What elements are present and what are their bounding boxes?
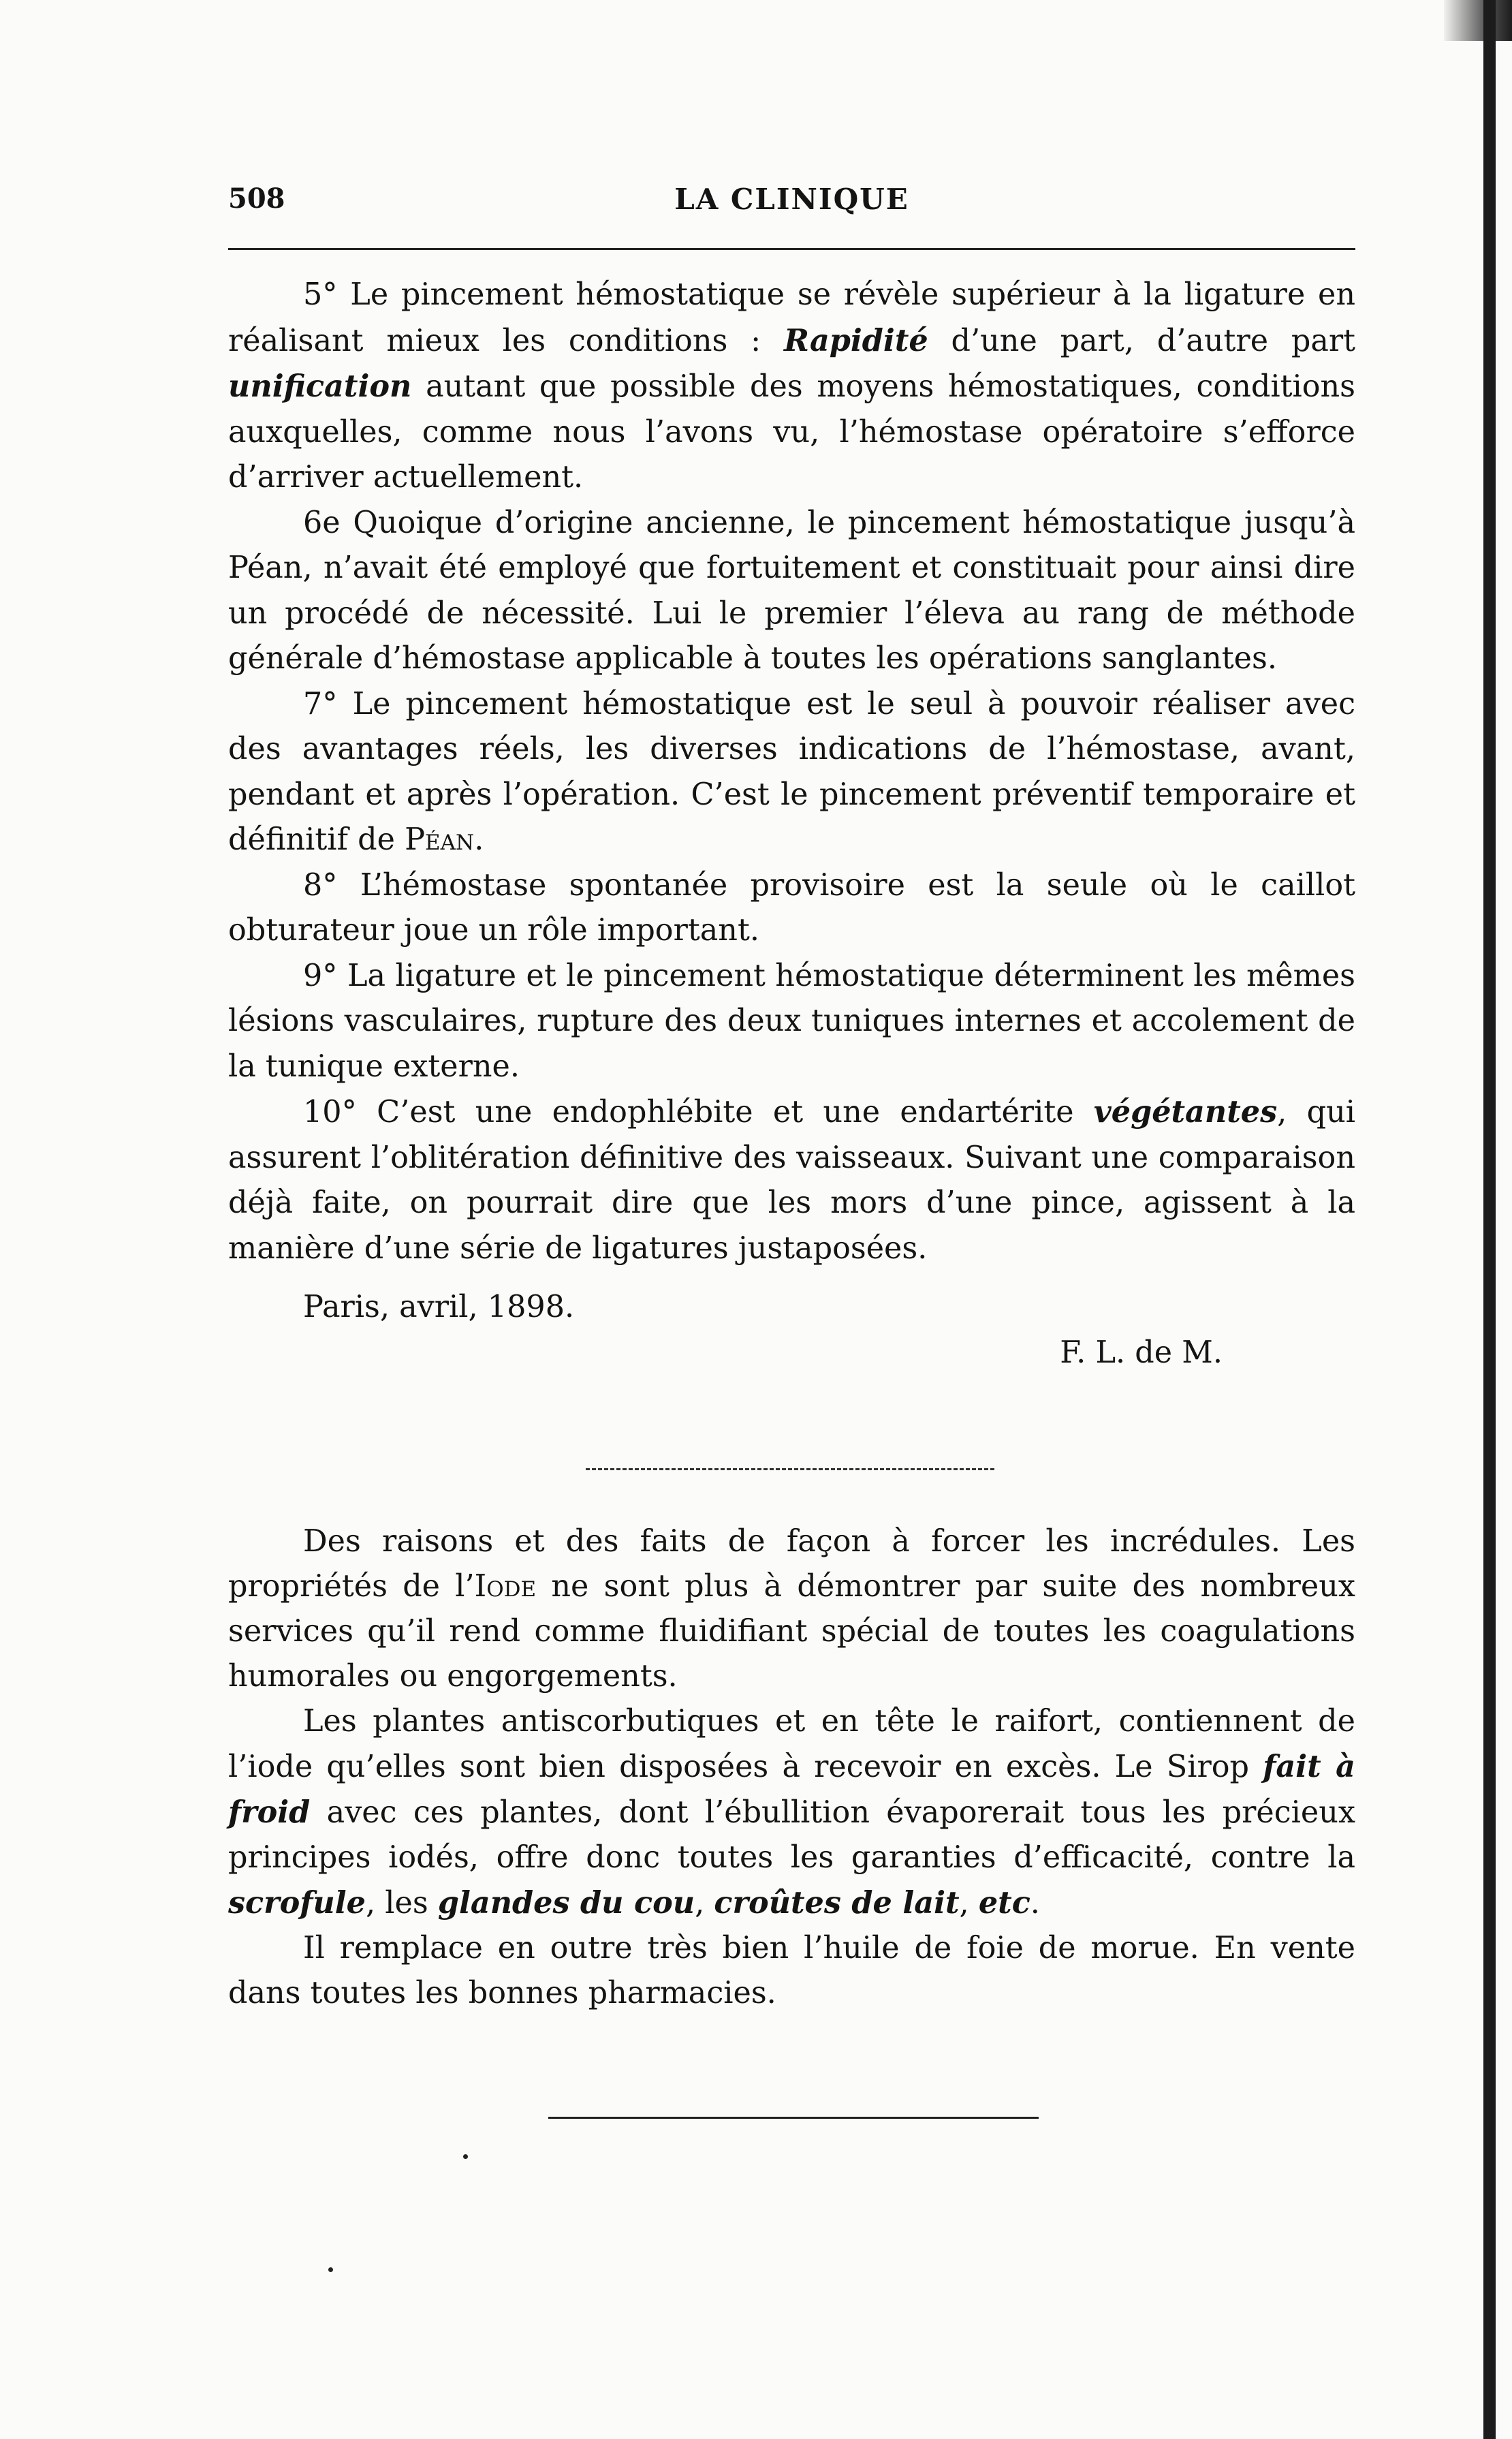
ink-speck bbox=[463, 2154, 468, 2159]
paragraph-6: 6e Quoique d’origine ancienne, le pincement hémostatique jusqu’à Péan, n’avait été employé que fortuitement et constituait pour ainsi dire un procédé de nécessité. Lui le premier l’éleva au rang de méthode générale d’hémostase applicable à toutes les opérations sanglantes. bbox=[228, 505, 1355, 676]
paragraph-8: 8° L’hémostase spontanée provisoire est la seule où le caillot obturateur joue un rôle important. bbox=[228, 867, 1355, 948]
ad-paragraph-1: Des raisons et des faits de façon à forcer les incrédules. Les propriétés de l’Iode ne sont plus à démontrer par suite des nombreux services qu’il rend comme fluidifiant spécial de toutes les coagulations humorales ou engorgements. bbox=[228, 1524, 1356, 1694]
page-header bbox=[228, 183, 1355, 221]
section-separator bbox=[586, 1468, 994, 1470]
page-number: 508 bbox=[228, 183, 285, 215]
header-rule bbox=[228, 248, 1355, 250]
paragraph-10: 10° C’est une endophlébite et une endartérite végétantes, qui assurent l’oblitération définitive des vaisseaux. Suivant une comparaison déjà faite, on pourrait dire que les mors d’une pince, agissent à la manière d’une série de ligatures justaposées. bbox=[228, 1094, 1355, 1266]
paragraph-9: 9° La ligature et le pincement hémostatique déterminent les mêmes lésions vasculaires, rupture des deux tuniques internes et accolement de la tunique externe. bbox=[228, 958, 1355, 1084]
advertisement bbox=[228, 1519, 1355, 2016]
signature-date: Paris, avril, 1898. bbox=[303, 1290, 575, 1324]
paragraph-5: 5° Le pincement hémostatique se révèle supérieur à la ligature en réalisant mieux les conditions : Rapidité d’une part, d’autre part unification autant que possible des moyens hémostatiques, conditions auxquelles, comme nous l’avons vu, l’hémostase opératoire s’efforce d’arriver actuellement. bbox=[228, 277, 1356, 495]
article-body bbox=[228, 273, 1355, 1376]
ink-speck bbox=[328, 2267, 333, 2272]
signature-author: F. L. de M. bbox=[1060, 1335, 1223, 1370]
end-rule bbox=[548, 2117, 1039, 2119]
running-title: LA CLINIQUE bbox=[674, 183, 909, 216]
paragraph-7: 7° Le pincement hémostatique est le seul à pouvoir réaliser avec des avantages réels, les diverses indications de l’hémostase, avant, pendant et après l’opération. C’est le pincement préventif temporaire et définitif de Péan. bbox=[228, 686, 1355, 857]
binding-edge bbox=[1483, 0, 1496, 2439]
ad-paragraph-2: Les plantes antiscorbutiques et en tête le raifort, contiennent de l’iode qu’elles sont bien disposées à recevoir en excès. Le Sirop fait à froid avec ces plantes, dont l’ébullition évaporerait tous les précieux principes iodés, offre donc toutes les garanties d’efficacité, contre la scrofule, les glandes du cou, croûtes de lait, etc. bbox=[228, 1704, 1356, 1921]
ad-paragraph-3: Il remplace en outre très bien l’huile de foie de morue. En vente dans toutes les bonnes pharmacies. bbox=[228, 1931, 1355, 2010]
scan-edge-shadow bbox=[1444, 0, 1512, 41]
